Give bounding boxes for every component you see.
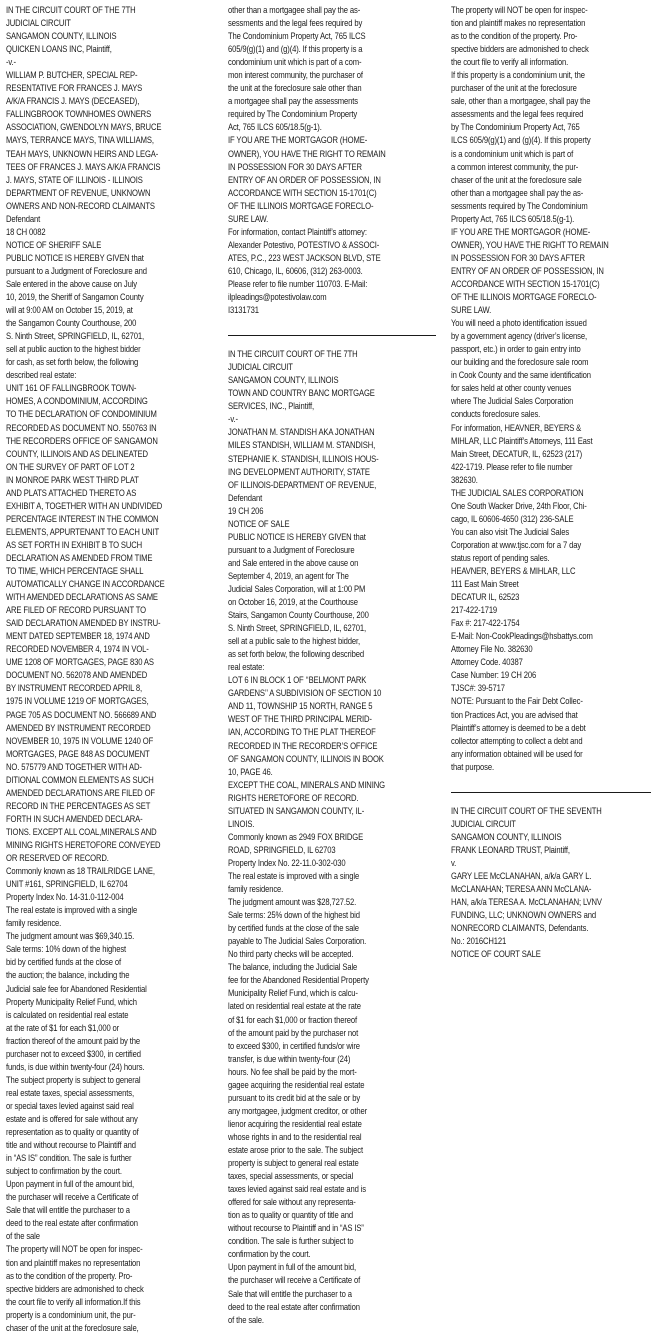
notice-1-line: a mortgagee shall pay the assessments	[228, 96, 358, 107]
notice-1-line: spective bidders are admonished to check	[6, 1283, 144, 1294]
notice-1-line: will at 9:00 AM on October 15, 2019, at	[6, 305, 133, 316]
notice-2-line: ILCS 605/9(g)(1) and (g)(4). If this property	[451, 135, 591, 146]
notice-1-line: QUICKEN LOANS INC, Plaintiff,	[6, 44, 112, 55]
notice-2-line: MIHLAR, LLC Plaintiff’s Attorneys, 111 East	[451, 435, 593, 446]
notice-2-line: ENTRY OF AN ORDER OF POSSESSION, IN	[451, 265, 604, 276]
notice-1-line: ARE FILED OF RECORD PURSUANT TO	[6, 605, 146, 616]
notice-2-line: TJSC#: 39-5717	[451, 683, 505, 694]
notice-1-line: pursuant to a Judgment of Foreclosure and	[6, 265, 147, 276]
notice-2-line: chaser of the unit at the foreclosure sale	[451, 174, 582, 185]
notice-1-line: PUBLIC NOTICE IS HEREBY GIVEN that	[6, 252, 144, 263]
notice-2-line: Upon payment in full of the amount bid,	[228, 1262, 357, 1273]
notice-2-line: LINOIS.	[228, 818, 255, 829]
notice-3-line: GARY LEE McCLANAHAN, a/k/a GARY L.	[451, 871, 592, 881]
notice-2-line: of $1 for each $1,000 or fraction thereof	[228, 1014, 358, 1025]
notice-1-line: PAGE 705 AS DOCUMENT NO. 566689 AND	[6, 709, 157, 720]
column-3	[451, 4, 651, 1341]
notice-2-line: any information obtained will be used for	[451, 748, 583, 759]
notice-1-line: AS SET FORTH IN EXHIBIT B TO SUCH	[6, 539, 143, 550]
notice-2-line: No third party checks will be accepted.	[228, 949, 354, 960]
notice-2-line: Sale terms: 25% down of the highest bid	[228, 910, 360, 921]
notice-1-line: ENTRY OF AN ORDER OF POSSESSION, IN	[228, 174, 381, 185]
notice-2-line: -v.-	[228, 414, 238, 425]
notice-1-line: UNIT #161, SPRINGFIELD, IL 62704	[6, 879, 128, 890]
notice-2-line: assessments and the legal fees required	[451, 109, 584, 120]
notice-1-line: AND PLATS ATTACHED THERETO AS	[6, 487, 137, 498]
notice-1-line: PERCENTAGE INTEREST IN THE COMMON	[6, 513, 159, 524]
notice-1-line: the purchaser will receive a Certificate of	[6, 1192, 139, 1203]
notice-1-line: Sale entered in the above cause on July	[6, 278, 137, 289]
notice-3-line: HAN, a/k/a TERESA A. McCLANAHAN; LVNV	[451, 897, 602, 908]
notice-1-line: IN MONROE PARK WEST THIRD PLAT	[6, 474, 139, 485]
notice-1-line: DEPARTMENT OF REVENUE, UNKNOWN	[6, 187, 151, 198]
notice-1-line: Sale terms: 10% down of the highest	[6, 944, 127, 955]
notice-2-line: cago, IL 60606-4650 (312) 236-SALE	[451, 513, 574, 524]
notice-1-line: The property will NOT be open for inspec-	[6, 1244, 143, 1255]
notice-2-line: 217-422-1719	[451, 605, 498, 616]
notice-2-line: is a condominium unit which is part of	[451, 148, 574, 159]
notice-2-line: sell at a public sale to the highest bidder,	[228, 636, 361, 647]
notice-2-line: The property will NOT be open for inspec-	[451, 5, 588, 15]
notice-2-line: a common interest community, the pur-	[451, 161, 579, 172]
notice-2-line: ACCORDANCE WITH SECTION 15-1701(C)	[451, 278, 600, 289]
notice-1-line: NOTICE OF SHERIFF SALE	[6, 239, 102, 250]
notice-1-line: RECORDED NOVEMBER 4, 1974 IN VOL-	[6, 644, 149, 655]
notice-2-line: OF ILLINOIS-DEPARTMENT OF REVENUE,	[228, 479, 377, 490]
notice-2-line: hours. No fee shall be paid by the mort-	[228, 1066, 357, 1077]
notice-1-line: RECORDED AS DOCUMENT NO. 550763 IN	[6, 422, 157, 433]
notice-2-line: 111 East Main Street	[451, 579, 519, 590]
notice-1-line: required by The Condominium Property	[228, 109, 358, 120]
notice-1-line: MENT DATED SEPTEMBER 18, 1974 AND	[6, 631, 150, 642]
notice-1-line: UNIT 161 OF FALLINGBROOK TOWN-	[6, 383, 137, 394]
notice-2-line: LOT 6 IN BLOCK 1 OF ‘‘BELMONT PARK	[228, 675, 367, 686]
notice-2-line: as to the condition of the property. Pro-	[451, 31, 578, 42]
notice-2-line: collector attempting to collect a debt and	[451, 735, 583, 746]
notice-3-line: v.	[451, 857, 457, 868]
notice-1-line: COUNTY, ILLINOIS AND AS DELINEATED	[6, 448, 148, 459]
notice-2-line: Property Act, 765 ILCS 605/18.5(g-1).	[451, 213, 575, 224]
notice-2-line: SITUATED IN SANGAMON COUNTY, IL-	[228, 805, 365, 816]
notice-2-line: IF YOU ARE THE MORTGAGOR (HOME-	[451, 226, 591, 237]
notice-2-line: confirmation by the court.	[228, 1249, 311, 1260]
notice-2-line: JONATHAN M. STANDISH AKA JONATHAN	[228, 427, 375, 438]
notice-3-line: FUNDING, LLC; UNKNOWN OWNERS and	[451, 910, 596, 921]
notice-2-line: pursuant to a Judgment of Foreclosure	[228, 544, 355, 555]
notice-1-line: Property Municipality Relief Fund, which	[6, 996, 137, 1007]
notice-2-line: Plaintiff’s attorney is deemed to be a debt	[451, 722, 586, 733]
notice-2-line: NOTE: Pursuant to the Fair Debt Collec-	[451, 696, 583, 707]
notice-1-line: THE RECORDERS OFFICE OF SANGAMON	[6, 435, 158, 446]
notice-1-line: for cash, as set forth below, the following	[6, 357, 139, 368]
notice-2-line: The balance, including the Judicial Sale	[228, 962, 358, 973]
notice-3-line: NONRECORD CLAIMANTS, Defendants.	[451, 923, 589, 934]
notice-1-line: AMENDED BY INSTRUMENT RECORDED	[6, 722, 151, 733]
notice-1-line: S. Ninth Street, SPRINGFIELD, IL, 62701,	[6, 331, 145, 342]
notice-1-line: SURE LAW.	[228, 213, 269, 224]
notice-2-line: If this property is a condominium unit, the	[451, 70, 585, 81]
notice-2-line: lated on residential real estate at the rate	[228, 1001, 361, 1012]
notice-1-line: JUDICIAL CIRCUIT	[6, 18, 71, 29]
notice-2-line: STEPHANIE K. STANDISH, ILLINOIS HOUS-	[228, 453, 379, 464]
notice-2-line: RIGHTS HERETOFORE OF RECORD.	[228, 792, 359, 803]
notice-2-line: by The Condominium Property Act, 765	[451, 122, 580, 133]
notice-1-line: funds, is due within twenty-four (24) hours.	[6, 1061, 145, 1072]
notice-1-line: chaser of the unit at the foreclosure sale,	[6, 1322, 139, 1333]
notice-2-line: to exceed $300, in certified funds/or wire	[228, 1040, 360, 1051]
notice-1-line: fraction thereof of the amount paid by the	[6, 1035, 140, 1046]
notice-1-line: family residence.	[6, 918, 62, 929]
notice-2-line: family residence.	[228, 884, 284, 895]
notice-2-line: The judgment amount was $28,727.52.	[228, 897, 357, 908]
notice-1-line: as to the condition of the property. Pro-	[6, 1270, 133, 1281]
notice-2-line: 10, PAGE 46.	[228, 766, 273, 777]
notice-2-line: AND 11, TOWNSHIP 15 NORTH, RANGE 5	[228, 701, 373, 712]
notice-1-line: Upon payment in full of the amount bid,	[6, 1179, 135, 1190]
notice-2-line: for sales held at other county venues	[451, 383, 572, 394]
notice-2-line: OF THE ILLINOIS MORTGAGE FORECLO-	[451, 292, 597, 303]
notice-1-line: SAID DECLARATION AMENDED BY INSTRU-	[6, 618, 161, 629]
notice-1-line: real estate taxes, special assessments,	[6, 1087, 134, 1098]
notice-1-line: The judgment amount was $69,340.15.	[6, 931, 135, 942]
notice-1-line: I3131731	[228, 305, 259, 316]
notice-1-line: AMENDED DECLARATIONS ARE FILED OF	[6, 787, 155, 798]
notice-1-line: title and without recourse to Plaintiff and	[6, 1140, 136, 1151]
column-1	[6, 4, 214, 1341]
notice-3-line: No.: 2016CH121	[451, 936, 507, 947]
notice-2-line: The real estate is improved with a single	[228, 871, 360, 881]
notice-1-line: OR RESERVED OF RECORD.	[6, 853, 109, 864]
notice-1-line: BY INSTRUMENT RECORDED APRIL 8,	[6, 683, 143, 694]
notice-2-line: tion as to quality or quantity of title and	[228, 1210, 353, 1221]
notice-1-line: IN POSSESSION FOR 30 DAYS AFTER	[228, 161, 362, 172]
notice-2-line: passport, etc.) in order to gain entry into	[451, 344, 581, 355]
notice-2-line: tion and plaintiff makes no representation	[451, 18, 586, 29]
notice-2-line: IN THE CIRCUIT COURT OF THE 7TH	[228, 349, 358, 360]
notice-1-line: deed to the real estate after confirmation	[6, 1218, 138, 1229]
notice-2-line: EXCEPT THE COAL, MINERALS AND MINING	[228, 779, 385, 790]
notice-1-line: MAYS, TERRANCE MAYS, TINA WILLIAMS,	[6, 135, 154, 146]
notice-2-line: purchaser of the unit at the foreclosure	[451, 83, 577, 94]
notice-1-line: other than a mortgagee shall pay the as-	[228, 5, 361, 15]
notice-2-line: RECORDED IN THE RECORDER’S OFFICE	[228, 740, 378, 751]
notice-1-line: Act, 765 ILCS 605/18.5(g-1).	[228, 122, 322, 133]
notice-1-line: ilpleadings@potestivolaw.com	[228, 292, 327, 303]
notice-1-line: mon interest community, the purchaser of	[228, 70, 363, 81]
notice-1-line: Please refer to file number 110703. E-Mail:	[228, 278, 368, 289]
notice-1-line: Judicial sale fee for Abandoned Residential	[6, 983, 147, 994]
notice-2-line: THE JUDICIAL SALES CORPORATION	[451, 487, 584, 498]
notice-2-line: You will need a photo identification issued	[451, 318, 587, 329]
notice-1-line: bid by certified funds at the close of	[6, 957, 121, 968]
notice-2-line: SANGAMON COUNTY, ILLINOIS	[228, 375, 339, 386]
notice-1-line: 605/9(g)(1) and (g)(4). If this property is a	[228, 44, 363, 55]
notice-2-line: whose rights in and to the residential real	[228, 1131, 362, 1142]
notice-1-line: purchaser not to exceed $300, in certified	[6, 1048, 141, 1059]
notice-2-line: by certified funds at the close of the sale	[228, 923, 359, 934]
notice-2-line: on October 16, 2019, at the Courthouse	[228, 597, 358, 608]
notice-2-line: Commonly known as 2949 FOX BRIDGE	[228, 831, 364, 842]
notice-1-line: 1975 IN VOLUME 1219 OF MORTGAGES,	[6, 696, 149, 707]
notice-1-line: is calculated on residential real estate	[6, 1009, 129, 1020]
notice-1-line: UME 1208 OF MORTGAGES, PAGE 830 AS	[6, 657, 154, 668]
notice-1-line: The subject property is subject to general	[6, 1074, 141, 1085]
notice-2-line: Stairs, Sangamon County Courthouse, 200	[228, 610, 369, 621]
notice-1-line: TEES OF FRANCES J. MAYS A/K/A FRANCIS	[6, 161, 161, 172]
notice-2-line: One South Wacker Drive, 24th Floor, Chi-	[451, 500, 587, 511]
notice-1-line: the Sangamon County Courthouse, 200	[6, 318, 137, 329]
notice-1-line: the auction; the balance, including the	[6, 970, 130, 981]
notice-3-line: SANGAMON COUNTY, ILLINOIS	[451, 831, 562, 842]
notice-2-line: 382630.	[451, 474, 478, 485]
notice-3-line: NOTICE OF COURT SALE	[451, 949, 541, 960]
notice-2-line: condition. The sale is further subject to	[228, 1236, 354, 1247]
notice-2-line: Property Index No. 22-11.0-302-030	[228, 857, 346, 868]
notice-1-line: The Condominium Property Act, 765 ILCS	[228, 31, 366, 42]
notice-1-line: RESENTATIVE FOR FRANCES J. MAYS	[6, 83, 143, 94]
notice-2-line: conducts foreclosure sales.	[451, 409, 541, 420]
notice-2-line: Judicial Sales Corporation, will at 1:00 PM	[228, 583, 366, 594]
notice-1-line: DECLARATION AS AMENDED FROM TIME	[6, 552, 153, 563]
notice-2-line: Corporation at www.tjsc.com for a 7 day	[451, 539, 582, 550]
notice-1-line: TEAH MAYS, UNKNOWN HEIRS AND LEGA-	[6, 148, 159, 159]
notice-1-line: estate and is offered for sale without any	[6, 1113, 138, 1124]
notice-1-line: TO TIME, WHICH PERCENTAGE SHALL	[6, 566, 144, 577]
notice-2-line: sale, other than a mortgagee, shall pay the	[451, 96, 591, 107]
notice-2-line: September 4, 2019, an agent for The	[228, 570, 349, 581]
notice-2-line: IAN, ACCORDING TO THE PLAT THEREOF	[228, 727, 376, 738]
notice-2-line: For information, HEAVNER, BEYERS &	[451, 422, 582, 433]
notice-2-line: TOWN AND COUNTRY BANC MORTGAGE	[228, 388, 375, 399]
notice-1-line: ACCORDANCE WITH SECTION 15-1701(C)	[228, 187, 377, 198]
notice-1-line: the court file to verify all information.If this	[6, 1296, 141, 1307]
notice-1-line: IF YOU ARE THE MORTGAGOR (HOME-	[228, 135, 368, 146]
notice-2-line: property is subject to general real estate	[228, 1158, 359, 1169]
notice-1-line: ELEMENTS, APPURTENANT TO EACH UNIT	[6, 526, 160, 537]
notice-1-line: described real estate:	[6, 370, 77, 381]
notice-1-line: Sale that will entitle the purchaser to a	[6, 1205, 130, 1216]
notice-1-line: MINING RIGHTS HERETOFORE CONVEYED	[6, 840, 161, 850]
notice-1-line: or special taxes levied against said real	[6, 1100, 134, 1111]
notice-2-line: SURE LAW.	[451, 305, 492, 316]
notice-1-line: TO THE DECLARATION OF CONDOMINIUM	[6, 409, 157, 420]
notice-2-line: JUDICIAL CIRCUIT	[228, 362, 293, 373]
notice-2-line: fee for the Abandoned Residential Property	[228, 975, 369, 986]
notice-1-line: subject to confirmation by the court.	[6, 1166, 122, 1177]
notice-1-line: representation as to quality or quantity of	[6, 1127, 139, 1138]
notice-2-line: ROAD, SPRINGFIELD, IL 62703	[228, 844, 336, 855]
notice-2-line: the court file to verify all information.	[451, 57, 569, 68]
notice-2-line: sessments required by The Condominium	[451, 200, 588, 211]
notice-2-line: GARDENS’’ A SUBDIVISION OF SECTION 10	[228, 688, 382, 699]
notice-2-line: the purchaser will receive a Certificate of	[228, 1275, 361, 1286]
notice-2-line: estate arose prior to the sale. The subject	[228, 1144, 363, 1155]
notice-2-line: taxes, special assessments, or special	[228, 1171, 354, 1182]
notice-1-line: HOMES, A CONDOMINIUM, ACCORDING	[6, 396, 148, 407]
notice-1-line: FALLINGBROOK TOWNHOMES OWNERS	[6, 109, 152, 120]
notice-2-line: Sale that will entitle the purchaser to a	[228, 1288, 352, 1299]
notice-1-line: property is a condominium unit, the pur-	[6, 1309, 136, 1320]
notice-2-line: lienor acquiring the residential real estate	[228, 1118, 362, 1129]
notice-1-line: Commonly known as 18 TRAILRIDGE LANE,	[6, 866, 155, 877]
notice-3-line: FRANK LEONARD TRUST, Plaintiff,	[451, 844, 570, 855]
notice-2-line: transfer, is due within twenty-four (24)	[228, 1053, 351, 1064]
notice-2-line: 422-1719. Please refer to file number	[451, 461, 573, 472]
notice-1-line: the unit at the foreclosure sale other than	[228, 83, 362, 94]
notice-1-line: at the rate of $1 for each $1,000 or	[6, 1022, 120, 1033]
notice-2-line: of the amount paid by the purchaser not	[228, 1027, 359, 1038]
notice-1-line: A/K/A FRANCIS J. MAYS (DECEASED),	[6, 96, 140, 107]
notice-2-line: Attorney File No. 382630	[451, 644, 533, 655]
notice-2-line: 19 CH 206	[228, 505, 264, 516]
notice-3-line: McCLANAHAN; TERESA ANN McCLANA-	[451, 884, 592, 895]
notice-2-line: IN POSSESSION FOR 30 DAYS AFTER	[451, 252, 585, 263]
notice-2-line: Fax #: 217-422-1754	[451, 618, 520, 629]
notice-1-line: NOVEMBER 10, 1975 IN VOLUME 1240 OF	[6, 735, 154, 746]
notice-1-line: ATES, P.C., 223 WEST JACKSON BLVD, STE	[228, 252, 381, 263]
notice-2-line: Attorney Code. 40387	[451, 657, 523, 668]
notice-2-line: MILES STANDISH, WILLIAM M. STANDISH,	[228, 440, 376, 451]
notice-2-line: HEAVNER, BEYERS & MIHLAR, LLC	[451, 566, 576, 577]
notice-3-line: IN THE CIRCUIT COURT OF THE SEVENTH	[451, 805, 602, 816]
notice-2-line: gagee acquiring the residential real estate	[228, 1079, 365, 1090]
notice-2-line: where The Judicial Sales Corporation	[451, 396, 574, 407]
notice-1-line: DITIONAL COMMON ELEMENTS AS SUCH	[6, 774, 154, 785]
notice-1-line: NO. 575779 AND TOGETHER WITH AD-	[6, 761, 142, 772]
notice-1-line: sell at public auction to the highest bidder	[6, 344, 141, 355]
notice-1-line: Property Index No. 14-31.0-112-004	[6, 892, 124, 903]
notice-1-line: WITH AMENDED DECLARATIONS AS SAME	[6, 592, 158, 603]
notice-2-line: Municipality Relief Fund, which is calcu-	[228, 988, 358, 999]
notice-2-line: payable to The Judicial Sales Corporation.	[228, 936, 367, 947]
notice-2-line: real estate:	[228, 662, 265, 673]
notice-2-line: of the sale.	[228, 1314, 264, 1325]
notice-2-line: NOTICE OF SALE	[228, 518, 290, 529]
notice-1-line: AUTOMATICALLY CHANGE IN ACCORDANCE	[6, 579, 165, 590]
notice-2-line: taxes levied against said real estate and is	[228, 1184, 366, 1195]
notice-2-line: our building and the foreclosure sale room	[451, 357, 589, 368]
notice-2-line: and Sale entered in the above cause on	[228, 557, 359, 568]
notice-2-line: without recourse to Plaintiff and in “AS IS”	[228, 1223, 364, 1234]
notice-1-line: FORTH IN SUCH AMENDED DECLARA-	[6, 813, 143, 824]
notice-2-line: Defendant	[228, 492, 263, 503]
notice-1-line: -v.-	[6, 57, 16, 68]
notice-2-line: status report of pending sales.	[451, 552, 550, 563]
notice-1-line: DOCUMENT NO. 562078 AND AMENDED	[6, 670, 148, 681]
notice-1-line: ASSOCIATION, GWENDOLYN MAYS, BRUCE	[6, 122, 162, 133]
notice-divider	[451, 792, 651, 793]
notice-1-line: ON THE SURVEY OF PART OF LOT 2	[6, 461, 135, 472]
notice-1-line: Defendant	[6, 213, 41, 224]
notice-1-line: J. MAYS, STATE OF ILLINOIS - ILLINOIS	[6, 174, 143, 185]
notice-2-line: by a government agency (driver’s license,	[451, 331, 587, 342]
notice-2-line: tion Practices Act, you are advised that	[451, 709, 578, 720]
notice-2-line: deed to the real estate after confirmation	[228, 1301, 360, 1312]
notice-2-line: You can also visit The Judicial Sales	[451, 526, 570, 537]
notice-1-line: OF THE ILLINOIS MORTGAGE FORECLO-	[228, 200, 374, 211]
notice-2-line: pursuant to its credit bid at the sale or by	[228, 1092, 361, 1103]
column-2	[228, 4, 436, 1341]
notice-1-line: condominium unit which is part of a com-	[228, 57, 362, 68]
notice-2-line: as set forth below, the following described	[228, 649, 364, 660]
notice-2-line: PUBLIC NOTICE IS HEREBY GIVEN that	[228, 531, 366, 542]
notice-1-line: TIONS. EXCEPT ALL COAL,MINERALS AND	[6, 826, 157, 837]
notice-1-line: 610, Chicago, IL, 60606, (312) 263-0003.	[228, 265, 363, 276]
notice-1-line: in “AS IS” condition. The sale is further	[6, 1153, 132, 1164]
notice-2-line: WEST OF THE THIRD PRINCIPAL MERID-	[228, 714, 372, 725]
notice-1-line: OWNERS AND NON-RECORD CLAIMANTS	[6, 200, 155, 211]
notice-1-line: OWNER), YOU HAVE THE RIGHT TO REMAIN	[228, 148, 386, 159]
notice-1-line: tion and plaintiff makes no representation	[6, 1257, 141, 1268]
notice-2-line: S. Ninth Street, SPRINGFIELD, IL, 62701,	[228, 623, 367, 634]
notice-1-line: RECORD IN THE PERCENTAGES AS SET	[6, 800, 151, 811]
notice-2-line: spective bidders are admonished to check	[451, 44, 589, 55]
notice-1-line: of the sale	[6, 1231, 40, 1242]
notice-2-line: OF SANGAMON COUNTY, ILLINOIS IN BOOK	[228, 753, 384, 764]
notice-1-line: WILLIAM P. BUTCHER, SPECIAL REP-	[6, 70, 138, 81]
notice-2-line: other than a mortgagee shall pay the as-	[451, 187, 584, 198]
notice-1-line: The real estate is improved with a single	[6, 905, 138, 916]
notice-1-line: 10, 2019, the Sheriff of Sangamon County	[6, 292, 144, 303]
notice-2-line: in Cook County and the same identification	[451, 370, 591, 381]
notice-2-line: that purpose.	[451, 761, 494, 772]
notice-2-line: Main Street, DECATUR, IL, 62523 (217)	[451, 448, 583, 459]
notice-2-line: E-Mail: Non-CookPleadings@hsbattys.com	[451, 631, 593, 642]
notice-2-line: any mortgagee, judgment creditor, or other	[228, 1105, 368, 1116]
notice-2-line: Case Number: 19 CH 206	[451, 670, 537, 681]
notice-1-line: Alexander Potestivo, POTESTIVO & ASSOCI-	[228, 239, 380, 250]
notice-2-line: SERVICES, INC., Plaintiff,	[228, 401, 315, 412]
notice-divider	[228, 335, 436, 336]
notice-1-line: For information, contact Plaintiff’s attorney:	[228, 226, 367, 237]
notice-2-line: DECATUR IL, 62523	[451, 592, 520, 603]
notice-3-line: JUDICIAL CIRCUIT	[451, 818, 516, 829]
notice-2-line: ING DEVELOPMENT AUTHORITY, STATE	[228, 466, 370, 477]
notice-1-line: EXHIBIT A, TOGETHER WITH AN UNDIVIDED	[6, 500, 163, 511]
notice-2-line: offered for sale without any representa-	[228, 1197, 356, 1208]
notice-1-line: MORTGAGES, PAGE 848 AS DOCUMENT	[6, 748, 150, 759]
notice-1-line: sessments and the legal fees required by	[228, 18, 363, 29]
notice-1-line: 18 CH 0082	[6, 226, 46, 237]
notice-1-line: IN THE CIRCUIT COURT OF THE 7TH	[6, 5, 136, 15]
notice-1-line: SANGAMON COUNTY, ILLINOIS	[6, 31, 117, 42]
notice-2-line: OWNER), YOU HAVE THE RIGHT TO REMAIN	[451, 239, 609, 250]
